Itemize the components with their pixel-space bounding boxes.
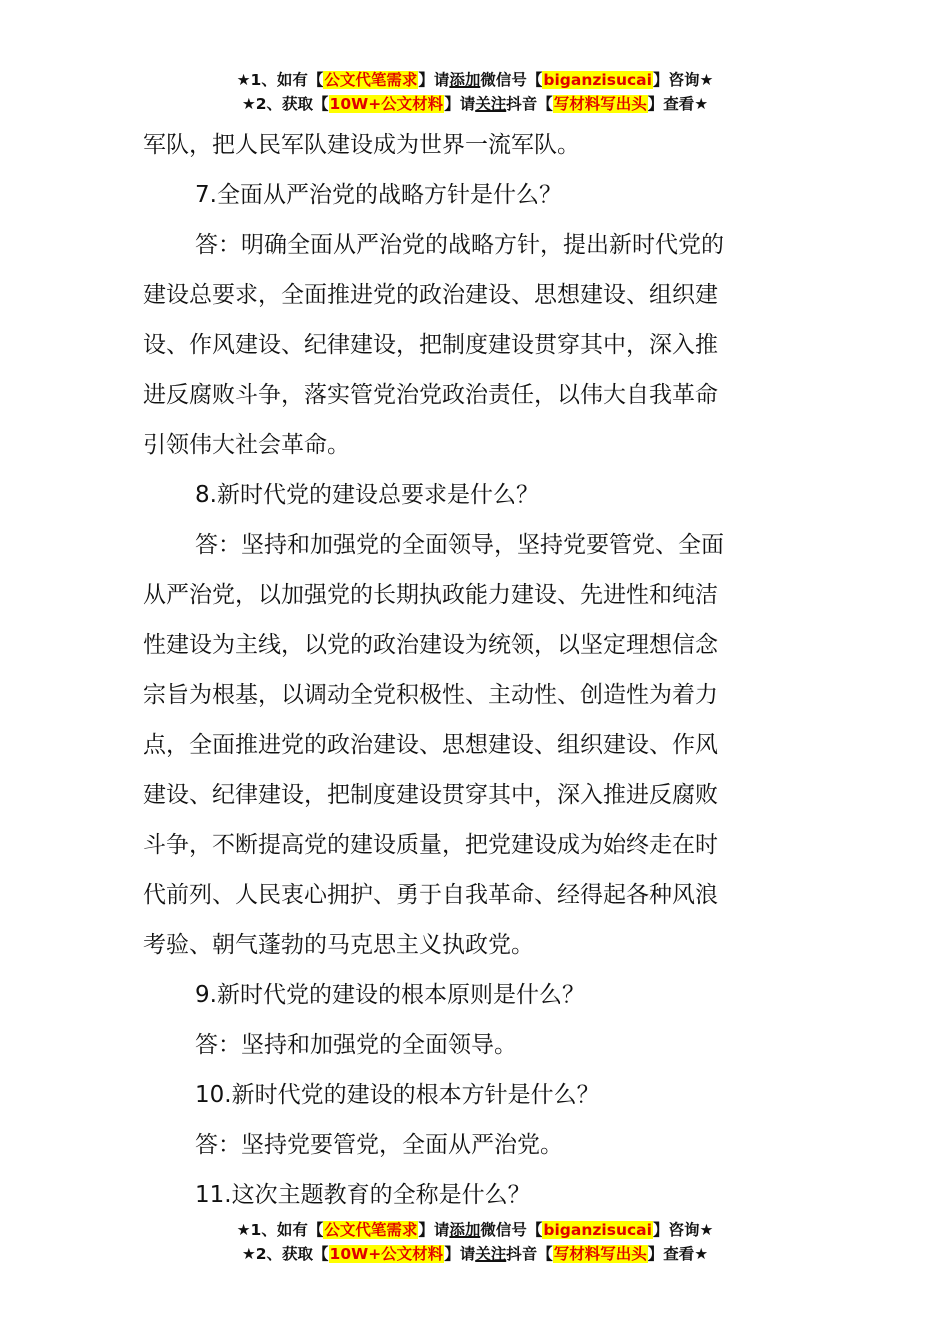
body-line: 斗争，不断提高党的建设质量，把党建设成为始终走在时 bbox=[143, 832, 718, 858]
banner-text: 】咨询★ bbox=[652, 71, 714, 89]
banner-text: 抖音【 bbox=[506, 1245, 553, 1263]
highlight-materials: 10W+公文材料 bbox=[329, 95, 444, 113]
header-line-2 bbox=[0, 92, 950, 116]
body-line: 建设、纪律建设，把制度建设贯穿其中，深入推进反腐败 bbox=[143, 782, 718, 808]
banner-text: 】查看★ bbox=[647, 95, 709, 113]
body-line: 性建设为主线，以党的政治建设为统领，以坚定理想信念 bbox=[143, 632, 718, 658]
body-line: 代前列、人民衷心拥护、勇于自我革命、经得起各种风浪 bbox=[143, 882, 718, 908]
answer-7: 答：明确全面从严治党的战略方针，提出新时代党的 bbox=[195, 232, 724, 258]
banner-text: 】查看★ bbox=[647, 1245, 709, 1263]
highlight-douyin: 写材料写出头 bbox=[553, 95, 647, 113]
banner-text: 】咨询★ bbox=[652, 1221, 714, 1239]
question-9: 9.新时代党的建设的根本原则是什么？ bbox=[195, 982, 585, 1008]
banner-text: 】请 bbox=[418, 71, 450, 89]
answer-9: 答：坚持和加强党的全面领导。 bbox=[195, 1032, 517, 1058]
banner-text: 添加 bbox=[449, 71, 481, 89]
banner-text: ★1、如有【 bbox=[236, 1221, 324, 1239]
highlight-service: 公文代笔需求 bbox=[324, 71, 418, 89]
question-11: 11.这次主题教育的全称是什么？ bbox=[195, 1182, 531, 1208]
body-line: 进反腐败斗争，落实管党治党政治责任，以伟大自我革命 bbox=[143, 382, 718, 408]
highlight-wechat-id: biganzisucai bbox=[543, 71, 652, 89]
header-line-1 bbox=[0, 68, 950, 92]
highlight-service: 公文代笔需求 bbox=[324, 1221, 418, 1239]
body-line: 宗旨为根基，以调动全党积极性、主动性、创造性为着力 bbox=[143, 682, 718, 708]
banner-text: ★1、如有【 bbox=[236, 71, 324, 89]
body-line: 点，全面推进党的政治建设、思想建设、组织建设、作风 bbox=[143, 732, 718, 758]
banner-text: 】请 bbox=[444, 1245, 476, 1263]
banner-text: ★2、获取【 bbox=[241, 95, 329, 113]
banner-text: 微信号【 bbox=[480, 71, 543, 89]
highlight-wechat-id: biganzisucai bbox=[543, 1221, 652, 1239]
body-line: 从严治党，以加强党的长期执政能力建设、先进性和纯洁 bbox=[143, 582, 718, 608]
header-banner bbox=[0, 68, 950, 116]
banner-text: 】请 bbox=[418, 1221, 450, 1239]
banner-text: 关注 bbox=[475, 95, 507, 113]
answer-8: 答：坚持和加强党的全面领导，坚持党要管党、全面 bbox=[195, 532, 724, 558]
highlight-douyin: 写材料写出头 bbox=[553, 1245, 647, 1263]
footer-line-2 bbox=[0, 1242, 950, 1266]
footer-banner bbox=[0, 1218, 950, 1266]
banner-text: 】请 bbox=[444, 95, 476, 113]
answer-10: 答：坚持党要管党，全面从严治党。 bbox=[195, 1132, 563, 1158]
question-8: 8.新时代党的建设总要求是什么？ bbox=[195, 482, 539, 508]
body-line: 军队，把人民军队建设成为世界一流军队。 bbox=[143, 132, 580, 158]
highlight-materials: 10W+公文材料 bbox=[329, 1245, 444, 1263]
body-line: 引领伟大社会革命。 bbox=[143, 432, 350, 458]
body-line: 设、作风建设、纪律建设，把制度建设贯穿其中，深入推 bbox=[143, 332, 718, 358]
banner-text: 抖音【 bbox=[506, 95, 553, 113]
banner-text: 添加 bbox=[449, 1221, 481, 1239]
question-7: 7.全面从严治党的战略方针是什么？ bbox=[195, 182, 562, 208]
footer-line-1 bbox=[0, 1218, 950, 1242]
question-10: 10.新时代党的建设的根本方针是什么？ bbox=[195, 1082, 600, 1108]
body-line: 建设总要求，全面推进党的政治建设、思想建设、组织建 bbox=[143, 282, 718, 308]
banner-text: 关注 bbox=[475, 1245, 507, 1263]
banner-text: ★2、获取【 bbox=[241, 1245, 329, 1263]
body-line: 考验、朝气蓬勃的马克思主义执政党。 bbox=[143, 932, 534, 958]
banner-text: 微信号【 bbox=[480, 1221, 543, 1239]
